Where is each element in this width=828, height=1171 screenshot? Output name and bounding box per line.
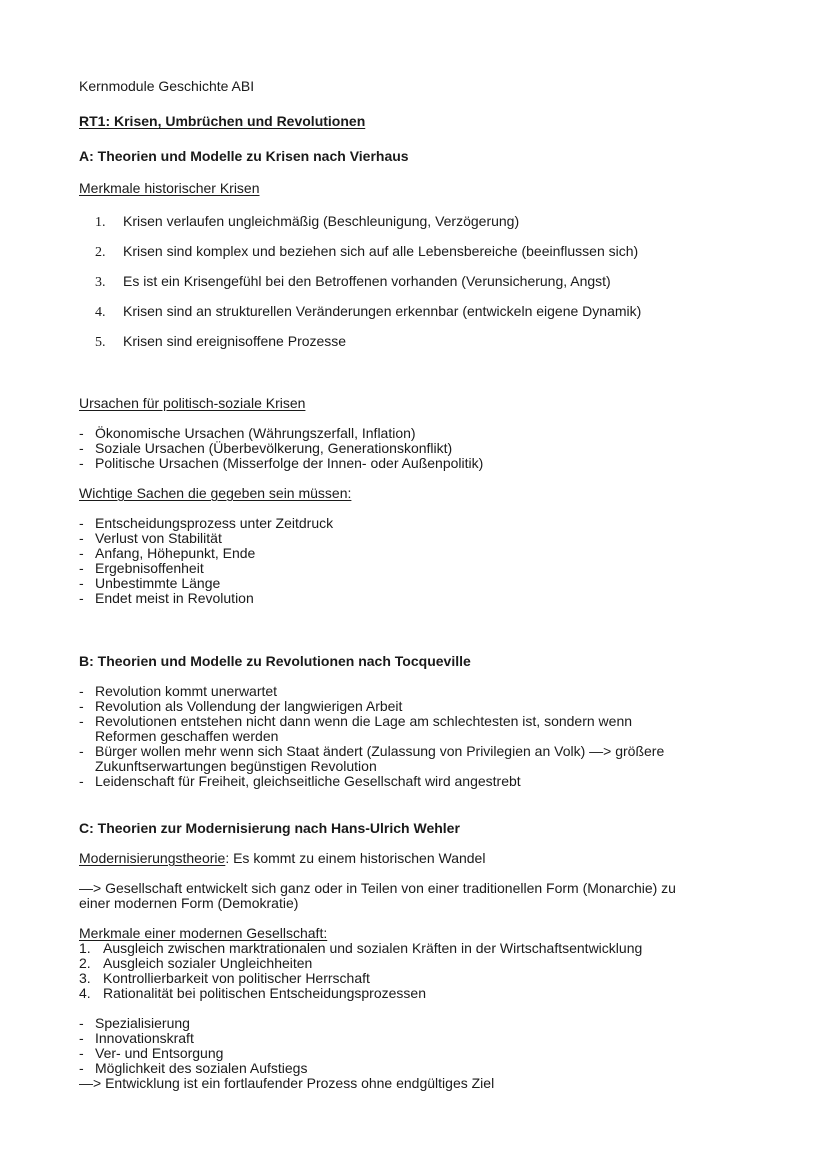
modernisierungstheorie-label: Modernisierungstheorie [79, 850, 226, 866]
part-b-heading: B: Theorien und Modelle zu Revolutionen nach Tocqueville [79, 653, 471, 669]
list-item: - Bürger wollen mehr wenn sich Staat ändert (Zulassung von Privilegien an Volk) —> größere Zukunftserwartungen begünstigen Revolution [79, 743, 665, 774]
part-c-merkmale-list [79, 941, 642, 1001]
list-item: 1. Krisen verlaufen ungleichmäßig (Beschleunigung, Verzögerung) [95, 213, 520, 230]
list-item: - Endet meist in Revolution [79, 590, 254, 606]
conclusion-line: —> Entwicklung ist ein fortlaufender Prozess ohne endgültiges Ziel [79, 1075, 495, 1091]
list-item: - Revolution kommt unerwartet [79, 683, 278, 699]
modernisierungstheorie-line: Modernisierungstheorie: Es kommt zu einem historischen Wandel [79, 850, 486, 866]
part-b-list [79, 684, 664, 789]
list-item: - Soziale Ursachen (Überbevölkerung, Generationskonflikt) [79, 440, 453, 456]
list-item: - Verlust von Stabilität [79, 530, 222, 546]
list-item: - Möglichkeit des sozialen Aufstiegs [79, 1060, 308, 1076]
arrow-line-2: einer modernen Form (Demokratie) [79, 895, 299, 911]
list-item: - Spezialisierung [79, 1015, 190, 1031]
list-item: 2. Krisen sind komplex und beziehen sich auf alle Lebensbereiche (beeinflussen sich) [95, 243, 639, 260]
list-item: - Unbestimmte Länge [79, 575, 221, 591]
part-c-extras-list [79, 1016, 307, 1076]
document-title: Kernmodule Geschichte ABI [79, 78, 255, 94]
list-item: 4. Krisen sind an strukturellen Veränderungen erkennbar (entwickeln eigene Dynamik) [95, 303, 642, 320]
list-item: 2. Ausgleich sozialer Ungleichheiten [79, 955, 313, 971]
wichtig-label: Wichtige Sachen die gegeben sein müssen: [79, 485, 352, 501]
wichtig-list [79, 516, 333, 606]
list-item: - Ergebnisoffenheit [79, 560, 204, 576]
part-a-heading: A: Theorien und Modelle zu Krisen nach Vierhaus [79, 148, 409, 164]
list-item: 1. Ausgleich zwischen marktrationalen und sozialen Kräften in der Wirtschaftsentwicklung [79, 940, 643, 956]
list-item: - Ökonomische Ursachen (Währungszerfall, Inflation) [79, 425, 416, 441]
list-item: - Ver- und Entsorgung [79, 1045, 224, 1061]
list-item: - Politische Ursachen (Misserfolge der Innen- oder Außenpolitik) [79, 455, 484, 471]
list-item: 3. Es ist ein Krisengefühl bei den Betroffenen vorhanden (Verunsicherung, Angst) [95, 273, 611, 290]
list-item: - Entscheidungsprozess unter Zeitdruck [79, 515, 334, 531]
arrow-line-1: —> Gesellschaft entwickelt sich ganz oder in Teilen von einer traditionellen Form (Monarchie) zu [79, 880, 676, 896]
section-title: RT1: Krisen, Umbrüchen und Revolutionen [79, 113, 366, 129]
list-item: - Revolution als Vollendung der langwierigen Arbeit [79, 698, 403, 714]
ursachen-label: Ursachen für politisch-soziale Krisen [79, 395, 306, 411]
list-item: - Leidenschaft für Freiheit, gleichseitliche Gesellschaft wird angestrebt [79, 773, 521, 789]
list-item: 5. Krisen sind ereignisoffene Prozesse [95, 333, 347, 350]
list-item: 4. Rationalität bei politischen Entscheidungsprozessen [79, 985, 426, 1001]
part-a-merkmale-label: Merkmale historischer Krisen [79, 180, 260, 196]
part-c-merkmale-label: Merkmale einer modernen Gesellschaft: [79, 925, 328, 941]
ursachen-list [79, 426, 483, 471]
list-item: - Revolutionen entstehen nicht dann wenn die Lage am schlechtesten ist, sondern wenn Reformen geschaffen werden [79, 713, 633, 744]
part-c-heading: C: Theorien zur Modernisierung nach Hans-Ulrich Wehler [79, 820, 460, 836]
list-item: - Anfang, Höhepunkt, Ende [79, 545, 256, 561]
list-item: 3. Kontrollierbarkeit von politischer Herrschaft [79, 970, 370, 986]
list-item: - Innovationskraft [79, 1030, 194, 1046]
